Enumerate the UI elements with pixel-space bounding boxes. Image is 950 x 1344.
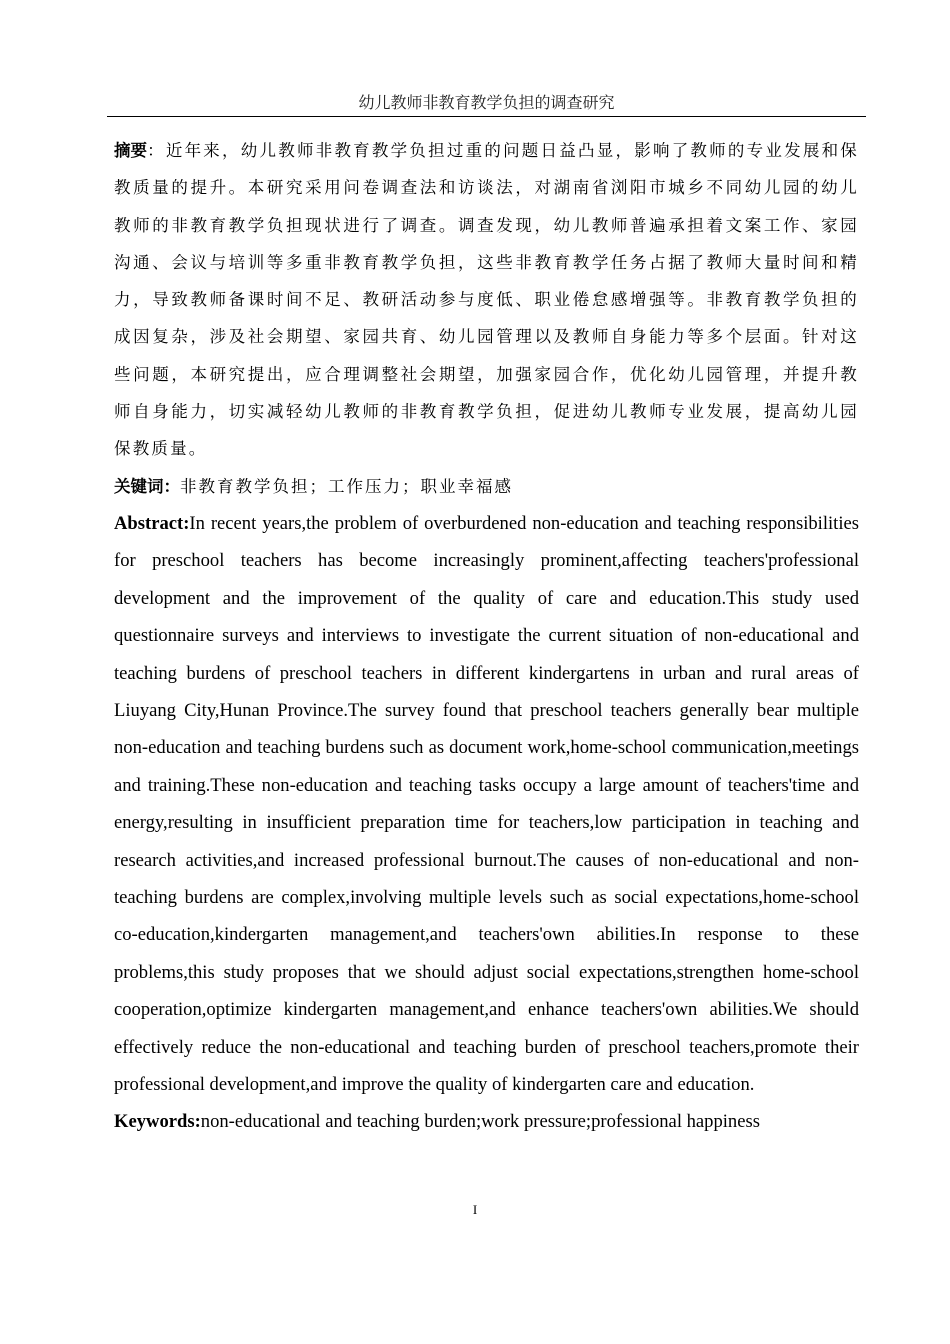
chinese-keywords — [114, 468, 859, 505]
abstract-content — [114, 132, 859, 1141]
english-abstract-text: In recent years,the problem of overburdened non-education and teaching responsibilities for preschool teachers has become increasingly prominent,affecting teachers'professional development and the improvement of the quality of care and education.This study used questionnaire surveys and interviews to investigate the current situation of non-educational and teaching burdens of preschool teachers in different kindergartens in urban and rural areas of Liuyang City,Hunan Province.The survey found that preschool teachers generally bear multiple non-education and teaching burdens such as document work,home-school communication,meetings and training.These non-education and teaching tasks occupy a large amount of teachers'time and energy,resulting in insufficient preparation time for teachers,low participation in teaching and research activities,and increased professional burnout.The causes of non-educational and non-teaching burdens are complex,involving multiple levels such as social expectations,home-school co-education,kindergarten management,and teachers'own abilities.In response to these problems,this study proposes that we should adjust social expectations,strengthen home-school cooperation,optimize kindergarten management,and enhance teachers'own abilities.We should effectively reduce the non-educational and teaching burden of preschool teachers,promote their professional development,and improve the quality of kindergarten care and education. — [114, 512, 859, 1096]
chinese-abstract-text: 近年来，幼儿教师非教育教学负担过重的问题日益凸显，影响了教师的专业发展和保教质量的提升。本研究采用问卷调查法和访谈法，对湖南省浏阳市城乡不同幼儿园的幼儿教师的非教育教学负担现状进行了调查。调查发现，幼儿教师普遍承担着文案工作、家园沟通、会议与培训等多重非教育教学负担，这些非教育教学任务占据了教师大量时间和精力，导致教师备课时间不足、教研活动参与度低、职业倦怠感增强等。非教育教学负担的成因复杂，涉及社会期望、家园共育、幼儿园管理以及教师自身能力等多个层面。针对这些问题，本研究提出，应合理调整社会期望，加强家园合作，优化幼儿园管理，并提升教师自身能力，切实减轻幼儿教师的非教育教学负担，促进幼儿教师专业发展，提高幼儿园保教质量。 — [114, 141, 860, 459]
english-keywords-label: Keywords: — [114, 1111, 201, 1133]
english-abstract — [114, 505, 859, 1104]
chinese-keywords-text: 非教育教学负担；工作压力；职业幸福感 — [180, 476, 513, 496]
chinese-abstract-label: 摘要 — [114, 141, 148, 160]
running-header — [107, 93, 866, 117]
chinese-abstract — [114, 132, 859, 468]
document-title: 幼儿教师非教育教学负担的调查研究 — [358, 93, 615, 112]
english-keywords — [114, 1103, 859, 1140]
english-keywords-text: non-educational and teaching burden;work pressure;professional happiness — [200, 1111, 760, 1133]
chinese-keywords-label: 关键词： — [114, 476, 180, 496]
page-number: I — [472, 1202, 478, 1217]
chinese-abstract-separator: ： — [147, 141, 166, 160]
english-abstract-label: Abstract: — [114, 512, 190, 534]
